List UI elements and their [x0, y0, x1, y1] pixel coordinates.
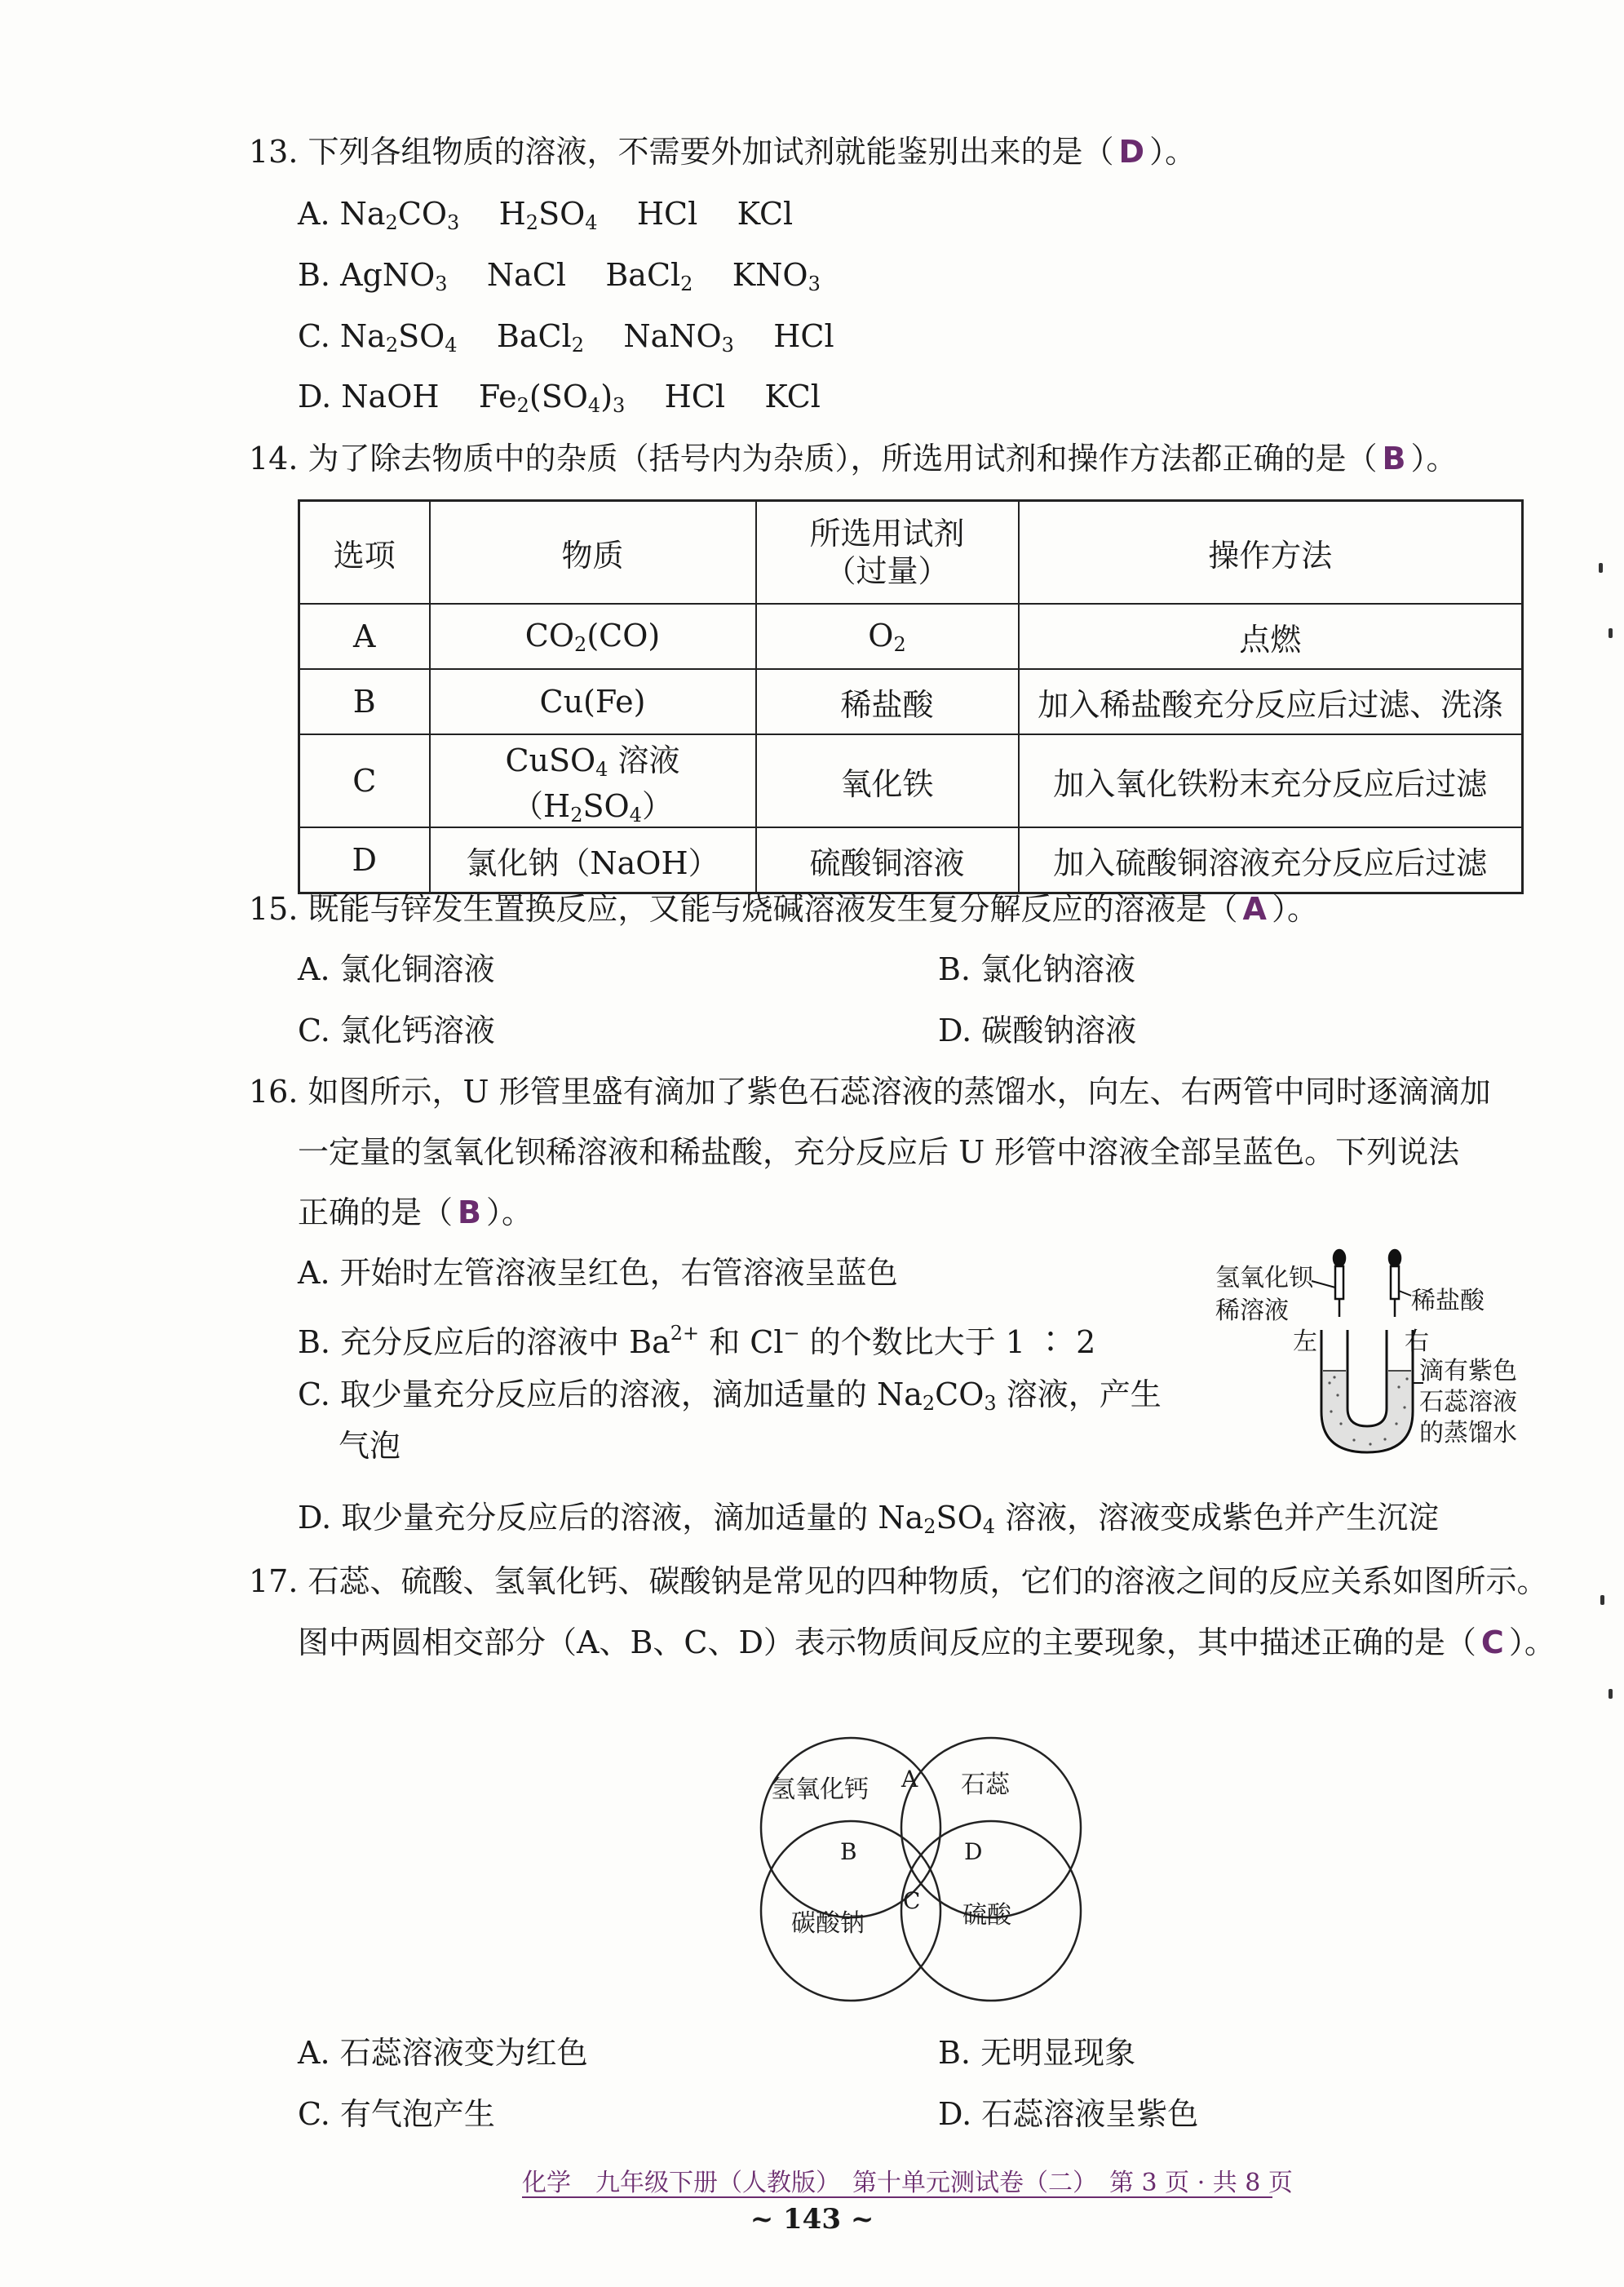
q13-stem-pre: 13. 下列各组物质的溶液，不需要外加试剂就能鉴别出来的是（ [249, 134, 1114, 170]
right-dropper [1389, 1250, 1401, 1317]
q13-answer: D [1118, 134, 1145, 170]
u-tube-label-right-3: 的蒸馏水 [1419, 1419, 1517, 1447]
table-row: C CuSO$_4$ 溶液$(H_2SO_4)$ 氧化铁 加入氧化铁粉末充分反应后过滤 [299, 734, 1523, 827]
q15-option-c: C. 氯化钙溶液 [298, 1013, 495, 1048]
q16-option-c: C. 取少量充分反应后的溶液，滴加适量的 $Na_2CO_3$ 溶液，产生 气泡 [298, 1376, 1162, 1464]
header-substance: 物质 [430, 501, 756, 605]
q17-option-d: D. 石蕊溶液呈紫色 [938, 2096, 1199, 2132]
u-tube-diagram [1305, 1248, 1436, 1460]
u-tube-label-left-top: 氢氧化钡 [1215, 1264, 1313, 1292]
q16-option-d: D. 取少量充分反应后的溶液，滴加适量的 $Na_2SO_4$ 溶液，溶液变成紫色并产生沉淀 [298, 1500, 1440, 1538]
q15-stem: 15. 既能与锌发生置换反应，又能与烧碱溶液发生复分解反应的溶液是（ A ）。 [249, 891, 1318, 927]
q13-option-c: C. $Na_2SO_4$ BaCl$_2$ NaNO$_3$ HCl [298, 318, 834, 357]
q13-stem-post: ）。 [1149, 134, 1197, 170]
q14-answer: B [1382, 441, 1406, 476]
venn-region-b: B [840, 1838, 857, 1865]
q16-line3: 正确的是（ B ）。 [298, 1194, 533, 1230]
q16-line1: 16. 如图所示，U 形管里盛有滴加了紫色石蕊溶液的蒸馏水，向左、右两管中同时逐滴滴加 [249, 1074, 1491, 1110]
q16-option-a: A. 开始时左管溶液呈红色，右管溶液呈蓝色 [298, 1255, 898, 1291]
page-footer: 化学 九年级下册（人教版） 第十单元测试卷（二） 第 3 页 · 共 8 页 [522, 2169, 1293, 2197]
q16-option-b: B. 充分反应后的溶液中 $Ba^{2+}$ 和 Cl− 的个数比大于 1 ∶ 2 [298, 1322, 1096, 1360]
q13-option-a: A. $Na_2CO_3$ $H_2SO_4$ HCl KCl [298, 196, 794, 234]
scan-speck [1600, 1595, 1604, 1605]
q15-answer: A [1242, 891, 1267, 927]
u-tube-mark-left: 左 [1293, 1327, 1317, 1356]
q13-stem [249, 131, 1196, 173]
u-tube-label-right-1: 滴有紫色 [1419, 1357, 1517, 1385]
q17-answer: C [1480, 1624, 1504, 1660]
q15-option-d: D. 碳酸钠溶液 [938, 1013, 1137, 1048]
q15-option-a: A. 氯化铜溶液 [298, 951, 495, 987]
venn-region-c: C [903, 1887, 921, 1914]
header-option: 选项 [299, 501, 430, 605]
q17-line1: 17. 石蕊、硫酸、氢氧化钙、碳酸钠是常见的四种物质，它们的溶液之间的反应关系如图所示。 [249, 1563, 1548, 1599]
venn-label-litmus: 石蕊 [961, 1771, 1010, 1799]
left-dropper [1334, 1250, 1345, 1317]
page-number: ~ 143 ~ [750, 2203, 874, 2236]
scan-speck [1609, 1689, 1613, 1699]
table-header-row [299, 501, 1523, 605]
table-row: A $CO_2(CO)$ $O_2$ 点燃 [299, 604, 1523, 669]
venn-label-sodium-carbonate: 碳酸钠 [791, 1909, 865, 1938]
u-tube-label-right-2: 石蕊溶液 [1419, 1388, 1517, 1416]
q14-table [298, 499, 1524, 894]
scan-speck [1599, 563, 1603, 573]
u-tube-label-left-bottom: 稀溶液 [1215, 1296, 1289, 1325]
q17-option-b: B. 无明显现象 [938, 2035, 1136, 2071]
venn-label-sulfuric-acid: 硫酸 [962, 1901, 1011, 1930]
u-tube-label-right-top: 稀盐酸 [1411, 1287, 1485, 1315]
q16-line2: 一定量的氢氧化钡稀溶液和稀盐酸，充分反应后 U 形管中溶液全部呈蓝色。下列说法 [298, 1134, 1460, 1170]
q13-option-d: D. NaOH $Fe_2(SO_4)_3$ HCl KCl [298, 379, 821, 417]
footer-rule [522, 2196, 1272, 2198]
q13-option-b: B. AgNO$_3$ NaCl BaCl$_2$ $KNO_3$ [298, 257, 821, 295]
q17-line2: 图中两圆相交部分（A、B、C、D）表示物质间反应的主要现象，其中描述正确的是（ C ）。 [298, 1624, 1555, 1660]
header-reagent: 所选用试剂 （过量） [756, 501, 1019, 605]
q15-option-b: B. 氯化钠溶液 [938, 951, 1136, 987]
table-row: B Cu(Fe) 稀盐酸 加入稀盐酸充分反应后过滤、洗涤 [299, 669, 1523, 734]
q17-option-a: A. 石蕊溶液变为红色 [298, 2035, 588, 2071]
q14-stem: 14. 为了除去物质中的杂质（括号内为杂质），所选用试剂和操作方法都正确的是（ B ）。 [249, 441, 1458, 476]
u-tube-mark-right: 右 [1405, 1327, 1429, 1356]
q17-option-c: C. 有气泡产生 [298, 2096, 495, 2132]
q16-answer: B [458, 1194, 481, 1230]
venn-region-d: D [964, 1838, 983, 1865]
venn-region-a: A [901, 1766, 918, 1793]
table-row: D 氯化钠（NaOH） 硫酸铜溶液 加入硫酸铜溶液充分反应后过滤 [299, 827, 1523, 893]
scan-speck [1609, 628, 1613, 638]
header-method: 操作方法 [1019, 501, 1523, 605]
venn-label-calcium-hydroxide: 氢氧化钙 [771, 1775, 869, 1804]
